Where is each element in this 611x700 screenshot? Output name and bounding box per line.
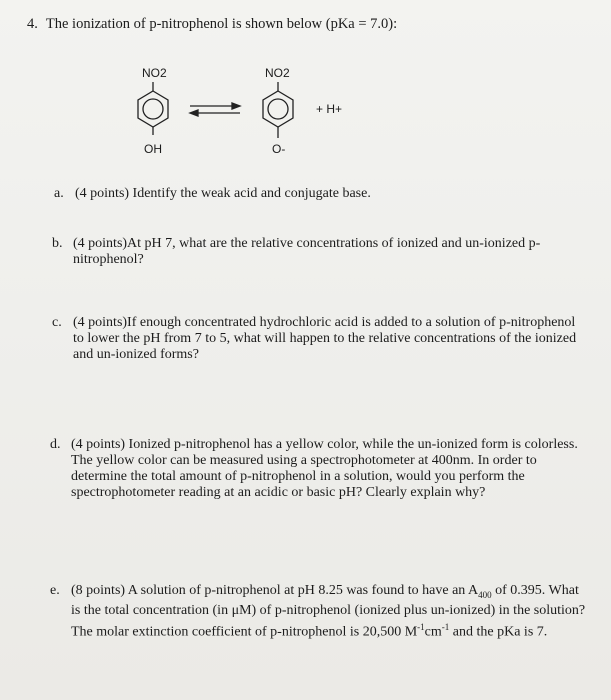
- part-line: to lower the pH from 7 to 5, what will happen to the relative concentrations of the ionized: [73, 331, 577, 346]
- equilibrium-arrow: [190, 103, 240, 116]
- part-line: is the total concentration (in μM) of p-nitrophenol (ionized plus un-ionized) in the solution?: [71, 602, 586, 618]
- part-line: (8 points) A solution of p-nitrophenol at pH 8.25 was found to have an $A_{400}$ of 0.395. What: [71, 583, 579, 600]
- part-letter: a.: [54, 186, 64, 201]
- part-line: (4 points) Identify the weak acid and conjugate base.: [75, 186, 371, 201]
- ionization-scheme: [120, 60, 380, 170]
- part-letter: d.: [50, 437, 61, 452]
- part-line: spectrophotometer reading at an acidic or basic pH? Clearly explain why?: [71, 485, 486, 500]
- part-line: (4 points)At pH 7, what are the relative concentrations of ionized and un-ionized p-: [73, 236, 541, 251]
- part-letter: b.: [52, 236, 63, 251]
- question-number: 4.: [27, 16, 38, 32]
- part-letter: c.: [52, 315, 62, 330]
- product-no2-label: NO2: [265, 66, 290, 80]
- part-line: The molar extinction coefficient of p-nitrophenol is 20,500 $M^{-1}cm^{-1}$ and the pKa is 7.: [71, 621, 548, 640]
- part-line: nitrophenol?: [73, 252, 144, 267]
- part-letter: e.: [50, 583, 60, 598]
- part-line: The yellow color can be measured using a spectrophotometer at 400nm. In order to: [71, 453, 537, 468]
- product-o-minus-label: O-: [272, 142, 286, 156]
- reactant-oh-label: OH: [144, 142, 162, 156]
- question-header: [27, 16, 397, 33]
- plus-hydrogen-ion: + H+: [316, 102, 343, 116]
- part-line: and un-ionized forms?: [73, 347, 199, 362]
- part-line: determine the total amount of p-nitrophenol in a solution, would you perform the: [71, 469, 525, 484]
- part-line: (4 points)If enough concentrated hydrochloric acid is added to a solution of p-nitrophenol: [73, 315, 576, 330]
- product-benzene-ring: [263, 82, 293, 138]
- reactant-no2-label: NO2: [142, 66, 167, 80]
- reactant-benzene-ring: [138, 82, 168, 135]
- question-intro: The ionization of p-nitrophenol is shown below (pKa = 7.0):: [45, 16, 398, 32]
- part-line: (4 points) Ionized p-nitrophenol has a yellow color, while the un-ionized form is colorless.: [71, 437, 578, 452]
